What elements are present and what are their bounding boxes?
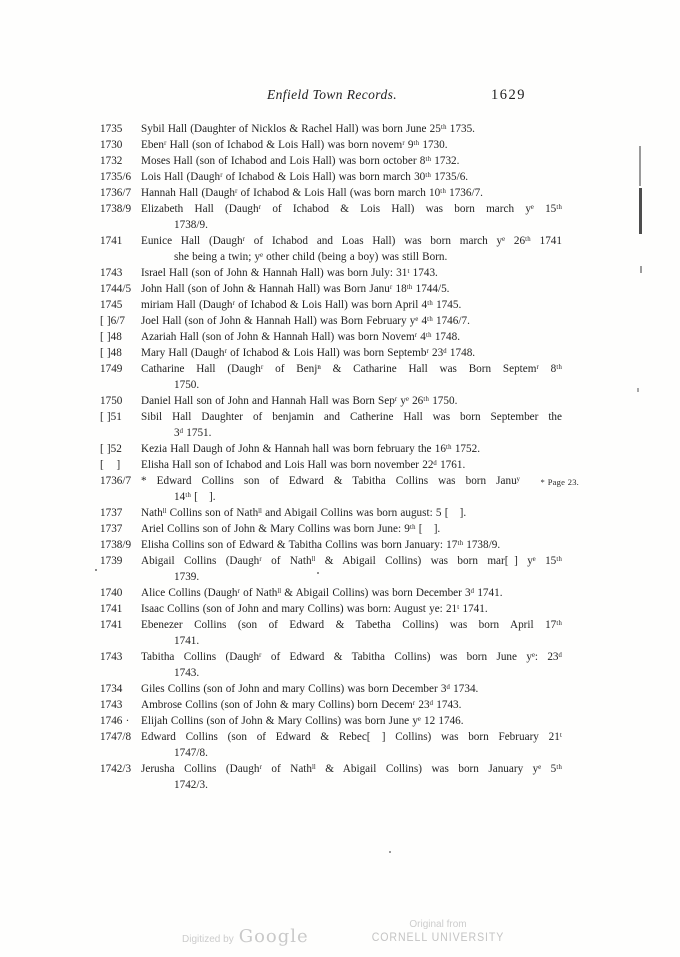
digitized-by-watermark <box>182 926 309 947</box>
record-year: 1736/7 <box>100 475 132 487</box>
record-text <box>141 521 562 537</box>
record-entry <box>100 329 562 345</box>
scan-artifact-speck <box>95 569 97 571</box>
record-text-line: Azariah Hall (son of John & Hannah Hall) was born Novemʳ 4ᵗʰ 1748. <box>141 331 461 343</box>
record-text-line: Giles Collins (son of John and mary Collins) was born December 3ᵈ 1734. <box>141 683 479 695</box>
record-year: 1739 <box>100 555 123 567</box>
record-year: 1735/6 <box>100 171 132 183</box>
record-year: 1741 <box>100 235 123 247</box>
provenance-watermark <box>358 919 518 944</box>
record-entry <box>100 649 562 681</box>
record-text-line: 1741. <box>174 635 200 647</box>
record-text <box>141 761 562 793</box>
record-text <box>141 505 562 521</box>
record-text-line: Edward Collins (son of Edward & Rebec[ ] Collins) was born February 21ᵗ <box>141 731 562 743</box>
record-entry <box>100 601 562 617</box>
record-year: 1743 <box>100 699 123 711</box>
record-text-line: Tabitha Collins (Daughʳ of Edward & Tabitha Collins) was born June yᵉ: 23ᵈ <box>141 651 562 663</box>
record-entry <box>100 409 562 441</box>
record-text-line: Ebenʳ Hall (son of Ichabod & Lois Hall) was born novemʳ 9ᵗʰ 1730. <box>141 139 448 151</box>
record-text-line: Ebenezer Collins (son of Edward & Tabetha Collins) was born April 17ᵗʰ <box>141 619 562 631</box>
record-year: 1737 <box>100 523 123 535</box>
record-text-line: Israel Hall (son of John & Hannah Hall) was born July: 31ᵗ 1743. <box>141 267 438 279</box>
record-year: [ ]52 <box>100 443 122 455</box>
record-text <box>141 121 562 137</box>
record-year: 1746 · <box>100 715 130 727</box>
record-entry <box>100 185 562 201</box>
record-text-line: Elisha Hall son of Ichabod and Lois Hall was born november 22ᵈ 1761. <box>141 459 466 471</box>
record-year: 1737 <box>100 507 123 519</box>
record-entry <box>100 361 562 393</box>
google-logo: Google <box>238 926 309 947</box>
record-text-line: Mary Hall (Daughʳ of Ichabod & Lois Hall) was born Septembʳ 23ᵈ 1748. <box>141 347 476 359</box>
record-entry <box>100 313 562 329</box>
record-entry <box>100 457 562 473</box>
scan-artifact-mark <box>637 388 639 392</box>
record-year: 1742/3 <box>100 763 132 775</box>
record-year: 1745 <box>100 299 123 311</box>
record-entry <box>100 713 562 729</box>
records-list <box>100 121 579 793</box>
record-text-line: Catharine Hall (Daughʳ of Benjⁿ & Catharine Hall was Born Septemʳ 8ᵗʰ <box>141 363 562 375</box>
record-entry <box>100 233 562 265</box>
record-text <box>141 393 562 409</box>
record-year: 1749 <box>100 363 123 375</box>
record-text <box>141 681 562 697</box>
record-text <box>141 169 562 185</box>
scan-artifact-mark <box>640 266 642 273</box>
record-text-line: Alice Collins (Daughʳ of Nathˡˡ & Abigail Collins) was born December 3ᵈ 1741. <box>141 587 503 599</box>
record-year: 1744/5 <box>100 283 132 295</box>
record-year: 1747/8 <box>100 731 132 743</box>
scan-artifact-edge-line <box>639 188 642 234</box>
record-entry <box>100 121 562 137</box>
record-text-line: miriam Hall (Daughʳ of Ichabod & Lois Hall) was born April 4ᵗʰ 1745. <box>141 299 462 311</box>
record-text <box>141 137 562 153</box>
record-entry <box>100 169 562 185</box>
record-text <box>141 473 520 505</box>
record-year: 1743 <box>100 651 123 663</box>
record-year: 1738/9 <box>100 203 132 215</box>
record-year: [ ]51 <box>100 411 122 423</box>
record-text <box>141 361 562 393</box>
record-entry <box>100 681 562 697</box>
record-text-line: Abigail Collins (Daughʳ of Nathˡˡ & Abigail Collins) was born mar[ ] yᵉ 15ᵗʰ <box>141 555 562 567</box>
record-entry <box>100 201 562 233</box>
record-text <box>141 601 562 617</box>
digitized-by-label: Digitized by <box>182 934 234 945</box>
record-entry <box>100 297 562 313</box>
margin-note: * Page 23. <box>540 477 579 487</box>
record-text <box>141 409 562 441</box>
record-text-line: Joel Hall (son of John & Hannah Hall) was Born February yᵉ 4ᵗʰ 1746/7. <box>141 315 470 327</box>
record-text <box>141 585 562 601</box>
record-text-line: 1738/9. <box>174 219 208 231</box>
record-year: 1740 <box>100 587 123 599</box>
record-text-line: Lois Hall (Daughʳ of Ichabod & Lois Hall) was born march 30ᵗʰ 1735/6. <box>141 171 469 183</box>
record-year: [ ]48 <box>100 347 122 359</box>
record-text <box>141 153 562 169</box>
record-text-line: Eunice Hall (Daughʳ of Ichabod and Loas Hall) was born march yᵉ 26ᵗʰ 1741 <box>141 235 562 247</box>
page-title: Enfield Town Records. <box>267 87 398 102</box>
record-year: 1732 <box>100 155 123 167</box>
record-entry <box>100 697 562 713</box>
scan-artifact-edge-line <box>639 146 641 186</box>
record-text <box>141 649 562 681</box>
record-text-line: Elijah Collins (son of John & Mary Collins) was born June yᵉ 12 1746. <box>141 715 464 727</box>
record-year: [ ]6/7 <box>100 315 125 327</box>
record-entry <box>100 553 562 585</box>
record-text-line: John Hall (son of John & Hannah Hall) was Born Januʳ 18ᵗʰ 1744/5. <box>141 283 450 295</box>
record-year: [ ]48 <box>100 331 122 343</box>
record-entry <box>100 473 579 505</box>
record-year: 1741 <box>100 619 123 631</box>
record-text-line: * Edward Collins son of Edward & Tabitha Collins was born Januʸ <box>141 475 520 487</box>
original-from-label: Original from <box>409 919 467 930</box>
record-text-line: 1747/8. <box>174 747 208 759</box>
record-text <box>141 553 562 585</box>
record-year: 1735 <box>100 123 123 135</box>
record-year: 1736/7 <box>100 187 132 199</box>
record-text-line: 1739. <box>174 571 200 583</box>
record-entry <box>100 393 562 409</box>
record-text <box>141 185 562 201</box>
record-text <box>141 441 562 457</box>
record-year: 1738/9 <box>100 539 132 551</box>
record-text-line: Hannah Hall (Daughʳ of Ichabod & Lois Hall (was born march 10ᵗʰ 1736/7. <box>141 187 483 199</box>
record-entry <box>100 265 562 281</box>
record-text-line: she being a twin; yᵉ other child (being a boy) was still Born. <box>174 251 448 263</box>
record-text-line: 1742/3. <box>174 779 208 791</box>
record-entry <box>100 153 562 169</box>
record-entry <box>100 729 562 761</box>
record-text <box>141 313 562 329</box>
page-number: 1629 <box>491 87 526 103</box>
record-entry <box>100 585 562 601</box>
record-text <box>141 345 562 361</box>
record-entry <box>100 137 562 153</box>
record-text <box>141 697 562 713</box>
record-text <box>141 201 562 233</box>
record-year: 1741 <box>100 603 123 615</box>
record-text-line: Jerusha Collins (Daughʳ of Nathˡˡ & Abigail Collins) was born January yᵉ 5ᵗʰ <box>141 763 562 775</box>
record-text-line: Moses Hall (son of Ichabod and Lois Hall) was born october 8ᵗʰ 1732. <box>141 155 460 167</box>
record-entry <box>100 761 562 793</box>
record-text <box>141 537 562 553</box>
record-text <box>141 617 562 649</box>
record-entry <box>100 505 562 521</box>
record-text-line: 1750. <box>174 379 200 391</box>
record-entry <box>100 441 562 457</box>
page-header <box>0 87 680 107</box>
record-text <box>141 329 562 345</box>
record-text <box>141 265 562 281</box>
record-year: 1734 <box>100 683 123 695</box>
record-text <box>141 233 562 265</box>
record-year: [ ] <box>100 459 121 471</box>
record-entry <box>100 521 562 537</box>
record-text-line: Elisha Collins son of Edward & Tabitha Collins was born January: 17ᵗʰ 1738/9. <box>141 539 501 551</box>
institution-label: CORNELL UNIVERSITY <box>371 932 505 944</box>
record-year: 1730 <box>100 139 123 151</box>
record-text-line: Elizabeth Hall (Daughʳ of Ichabod & Lois Hall) was born march yᵉ 15ᵗʰ <box>141 203 562 215</box>
record-text-line: Daniel Hall son of John and Hannah Hall was Born Sepʳ yᵉ 26ᵗʰ 1750. <box>141 395 458 407</box>
record-year: 1750 <box>100 395 123 407</box>
record-text-line: Nathˡˡ Collins son of Nathˡˡ and Abigail Collins was born august: 5 [ ]. <box>141 507 467 519</box>
record-text-line: 14ᵗʰ [ ]. <box>174 491 216 503</box>
record-text <box>141 713 562 729</box>
record-text-line: Sybil Hall (Daughter of Nicklos & Rachel Hall) was born June 25ᵗʰ 1735. <box>141 123 475 135</box>
record-text <box>141 457 562 473</box>
record-text-line: Isaac Collins (son of John and mary Collins) was born: August ye: 21ᵗ 1741. <box>141 603 488 615</box>
record-entry <box>100 281 562 297</box>
record-entry <box>100 617 562 649</box>
record-text <box>141 297 562 313</box>
record-text-line: Ariel Collins son of John & Mary Collins was born June: 9ᵗʰ [ ]. <box>141 523 441 535</box>
record-text <box>141 281 562 297</box>
record-text-line: 1743. <box>174 667 200 679</box>
record-text <box>141 729 562 761</box>
record-text-line: 3ᵈ 1751. <box>174 427 212 439</box>
record-year: 1743 <box>100 267 123 279</box>
record-text-line: Sibil Hall Daughter of benjamin and Catherine Hall was born September the <box>141 411 562 423</box>
record-entry <box>100 537 562 553</box>
record-entry <box>100 345 562 361</box>
record-text-line: Ambrose Collins (son of John & mary Collins) born Decemʳ 23ᵈ 1743. <box>141 699 462 711</box>
record-text-line: Kezia Hall Daugh of John & Hannah hall was born february the 16ᵗʰ 1752. <box>141 443 481 455</box>
scan-artifact-speck <box>389 851 391 853</box>
